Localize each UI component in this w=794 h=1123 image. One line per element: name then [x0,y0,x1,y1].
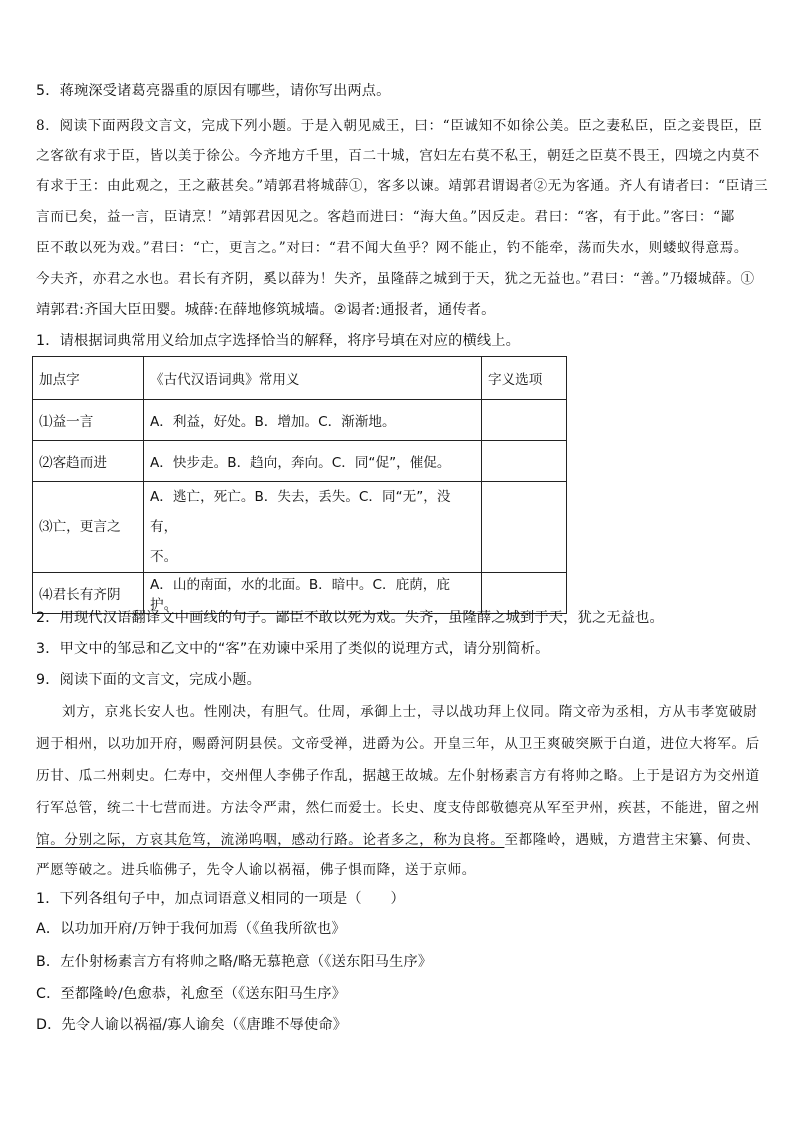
passage-line: 今夫齐，亦君之水也。君长有齐阴，奚以薛为！失齐，虽隆薛之城到于天，犹之无益也。”君曰：“善。”乃辍城薛。① [36,271,755,287]
meaning-line: 不。 [150,549,178,565]
table-cell-meaning [144,482,482,573]
passage-line: 迥于相州，以功加开府，赐爵河阴县侯。文帝受禅，进爵为公。开皇三年，从卫王爽破突厥于白道，进位大将军。后 [36,736,760,752]
table-row [33,482,567,573]
table-row [33,441,567,482]
passage-line [36,828,760,848]
passage-line: 严愿等破之。进兵临佛子，先令人谕以祸福，佛子惧而降，送于京师。 [36,862,477,878]
table-row [33,400,567,441]
passage-text: 至都隆岭，遇贼，方遣营主宋纂、何贵、 [504,832,760,848]
question-9: 9．阅读下面的文言文，完成小题。 [36,672,262,688]
option-b[interactable]: B．左仆射杨素言方有将帅之略/略无慕艳意（《送东阳马生序》 [36,954,433,970]
passage-line: 有求于王：由此观之，王之蔽甚矣。”靖郭君将城薛①，客多以谏。靖郭君谓谒者②无为客通。齐人有请者曰：“臣请三 [36,178,769,194]
option-a[interactable]: A．以功加开府/万钟于我何加焉（《鱼我所欲也》 [36,921,346,937]
table-cell-meaning: A．山的南面，水的北面。B．暗中。C．庇荫，庇护。 [144,573,482,614]
table-cell-answer[interactable] [482,400,567,441]
question-5: 5．蒋琬深受诸葛亮器重的原因有哪些，请你写出两点。 [36,83,391,99]
meaning-line: A．逃亡，死亡。B．失去，丢失。C．同“无”，没有， [150,489,451,535]
passage-line: 历甘、瓜二州刺史。仁寿中，交州俚人李佛子作乱，据越王故城。左仆射杨素言方有将帅之略。上于是诏方为交州道 [36,768,760,784]
sub-question-1: 1．请根据词典常用义给加点字选择恰当的解释，将序号填在对应的横线上。 [36,333,521,349]
sub-question-2: 2．用现代汉语翻译文中画线的句子。鄙臣不敢以死为戏。失齐，虽隆薛之城到于天，犹之无益也。 [36,610,664,626]
passage-line: 言而已矣，益一言，臣请烹！”靖郭君因见之。客趋而进曰：“海大鱼。”因反走。君曰：“客，有于此。”客曰：“鄙 [36,209,735,225]
underlined-sentence: 馆。分别之际，方哀其危笃，流涕呜咽，感动行路。论者多之，称为良将。 [36,832,505,848]
mc-question: 1．下列各组句子中，加点词语意义相同的一项是（ ） [36,891,405,907]
table-cell-answer[interactable] [482,482,567,573]
table-header: 字义选项 [482,357,567,400]
table-cell-word: ⑶亡，更言之 [33,482,144,573]
table-header: 《古代汉语词典》常用义 [144,357,482,400]
passage-line: 刘方，京兆长安人也。性刚决，有胆气。仕周，承御上士，寻以战功拜上仪同。隋文帝为丞相，方从韦孝宽破尉 [62,704,758,720]
table-cell-word: ⑴益一言 [33,400,144,441]
sub-question-3: 3．甲文中的邹忌和乙文中的“客”在劝谏中采用了类似的说理方式，请分别简析。 [36,641,550,657]
option-d[interactable]: D．先令人谕以祸福/寡人谕矣（《唐雎不辱使命》 [36,1017,348,1033]
dictionary-table [32,356,567,614]
passage-line: 8．阅读下面两段文言文，完成下列小题。于是入朝见威王，曰：“臣诚知不如徐公美。臣之妻私臣，臣之妾畏臣，臣 [36,118,763,134]
footnote-line: 靖郭君:齐国大臣田婴。城薛:在薛地修筑城墙。②谒者:通报者，通传者。 [36,302,496,318]
passage-line: 行军总管，统二十七营而进。方法令严肃，然仁而爱士。长史、度支侍郎敬德亮从军至尹州，疾甚，不能进，留之州 [36,800,760,816]
table-cell-meaning: A．利益，好处。B．增加。C．渐渐地。 [144,400,482,441]
table-header: 加点字 [33,357,144,400]
option-c[interactable]: C．至都隆岭/色愈恭，礼愈至（《送东阳马生序》 [36,986,347,1002]
table-cell-word: ⑷君长有齐阴 [33,573,144,614]
table-cell-answer[interactable] [482,441,567,482]
passage-line: 之客欲有求于臣，皆以美于徐公。今齐地方千里，百二十城，宫妇左右莫不私王，朝廷之臣莫不畏王，四境之内莫不 [36,148,760,164]
table-cell-meaning: A．快步走。B．趋向，奔向。C．同“促”，催促。 [144,441,482,482]
table-header-row [33,357,567,400]
passage-line: 臣不敢以死为戏。”君曰：“亡，更言之。”对曰：“君不闻大鱼乎？网不能止，钓不能牵，荡而失水，则蝼蚁得意焉。 [36,240,749,256]
table-cell-word: ⑵客趋而进 [33,441,144,482]
